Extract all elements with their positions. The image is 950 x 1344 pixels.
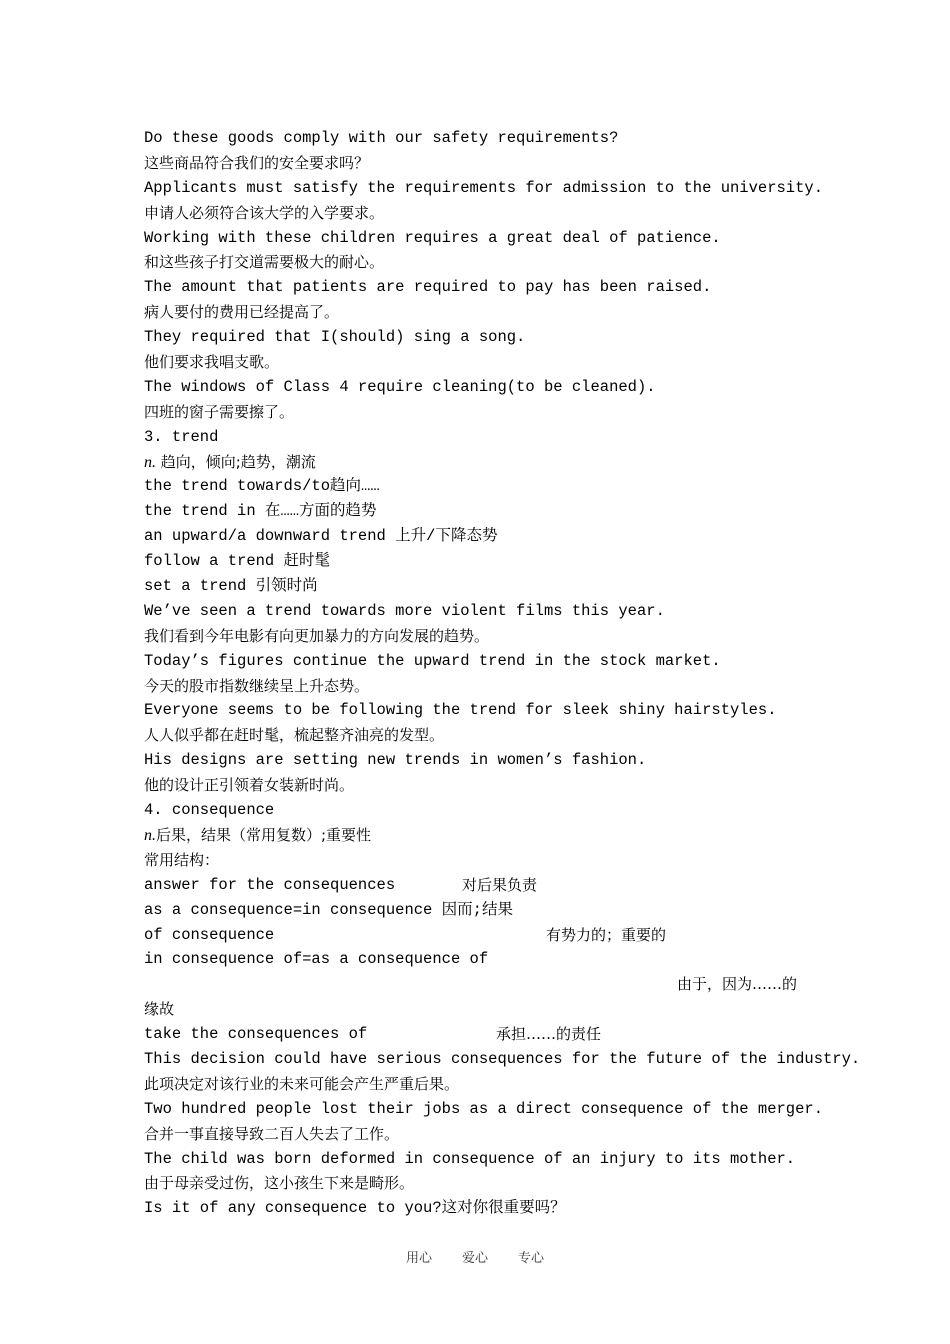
text-line: 这些商品符合我们的安全要求吗？: [144, 153, 370, 172]
text-line: 人人似乎都在赶时髦，梳起整齐油亮的发型。: [144, 726, 445, 745]
footer-text: 爱心: [461, 1251, 488, 1266]
text-line: follow a trend 赶时髦: [144, 552, 331, 571]
text-line: Applicants must satisfy the requirements for admission to the university.: [144, 178, 824, 197]
phrase-cn: 有势力的；重要的: [546, 925, 667, 944]
text-line: 由于母亲受过伤，这小孩生下来是畸形。: [144, 1174, 415, 1193]
text-line: Working with these children requires a great deal of patience.: [144, 228, 721, 247]
part-of-speech: n.: [144, 826, 156, 844]
text-line: as a consequence=in consequence 因而;结果: [144, 900, 513, 919]
footer-text: 专心: [518, 1251, 545, 1266]
text-line: 申请人必须符合该大学的入学要求。: [144, 203, 385, 222]
definition-text: 趋向，倾向;趋势，潮流: [156, 452, 316, 471]
text-line: the trend in 在……方面的趋势: [144, 502, 377, 521]
phrase-line: [144, 873, 824, 898]
text-line: Today’s figures continue the upward trend in the stock market.: [144, 651, 721, 670]
text-line: His designs are setting new trends in women’s fashion.: [144, 751, 647, 770]
text-line: 他们要求我唱支歌。: [144, 353, 280, 372]
text-line: 和这些孩子打交道需要极大的耐心。: [144, 253, 385, 272]
text-line: Do these goods comply with our safety requirements?: [144, 129, 619, 147]
text-line: Everyone seems to be following the trend for sleek shiny hairstyles.: [144, 701, 777, 720]
text-line: 他的设计正引领着女装新时尚。: [144, 776, 355, 795]
text-line: 缘故: [144, 1000, 175, 1019]
phrase-cn: 承担……的责任: [496, 1025, 602, 1044]
section-heading-trend: 3. trend: [144, 427, 219, 446]
text-line: 合并一事直接导致二百人失去了工作。: [144, 1124, 400, 1143]
phrase-en: of consequence: [144, 925, 275, 944]
text-line: The amount that patients are required to pay has been raised.: [144, 278, 712, 297]
phrase-line: [144, 923, 824, 948]
text-line: 常用结构：: [144, 850, 220, 869]
text-line: 我们看到今年电影有向更加暴力的方向发展的趋势。: [144, 626, 490, 645]
definition-line: [144, 450, 824, 475]
definition-text: 后果，结果（常用复数）;重要性: [156, 825, 372, 844]
text-line: 病人要付的费用已经提高了。: [144, 303, 340, 322]
phrase-line: [144, 1022, 824, 1047]
text-line: set a trend 引领时尚: [144, 577, 318, 596]
text-line: We’ve seen a trend towards more violent films this year.: [144, 601, 665, 620]
text-line: an upward/a downward trend 上升/下降态势: [144, 527, 498, 546]
part-of-speech: n.: [144, 453, 156, 471]
text-line: They required that I(should) sing a song.: [144, 328, 526, 347]
text-line: Is it of any consequence to you?这对你很重要吗？: [144, 1199, 566, 1218]
text-line: 今天的股市指数继续呈上升态势。: [144, 676, 370, 695]
text-line: 由于，因为……的: [676, 975, 797, 994]
text-line: The child was born deformed in consequence of an injury to its mother.: [144, 1149, 796, 1168]
text-line: 此项决定对该行业的未来可能会产生严重后果。: [144, 1074, 460, 1093]
phrase-en: answer for the consequences: [144, 875, 396, 894]
definition-line: [144, 823, 824, 848]
text-line: 四班的窗子需要擦了。: [144, 402, 295, 421]
text-line: the trend towards/to趋向……: [144, 477, 380, 496]
text-line: Two hundred people lost their jobs as a direct consequence of the merger.: [144, 1099, 824, 1118]
text-line: in consequence of=as a consequence of: [144, 950, 489, 969]
phrase-en: take the consequences of: [144, 1025, 368, 1044]
document-body: [144, 126, 861, 1221]
phrase-cn: 对后果负责: [462, 875, 538, 894]
text-line: This decision could have serious consequences for the future of the industry.: [144, 1049, 861, 1068]
section-heading-consequence: 4. consequence: [144, 801, 275, 820]
footer-text: 用心: [405, 1251, 432, 1266]
page-footer: [0, 1247, 950, 1266]
text-line: The windows of Class 4 require cleaning(to be cleaned).: [144, 377, 656, 396]
